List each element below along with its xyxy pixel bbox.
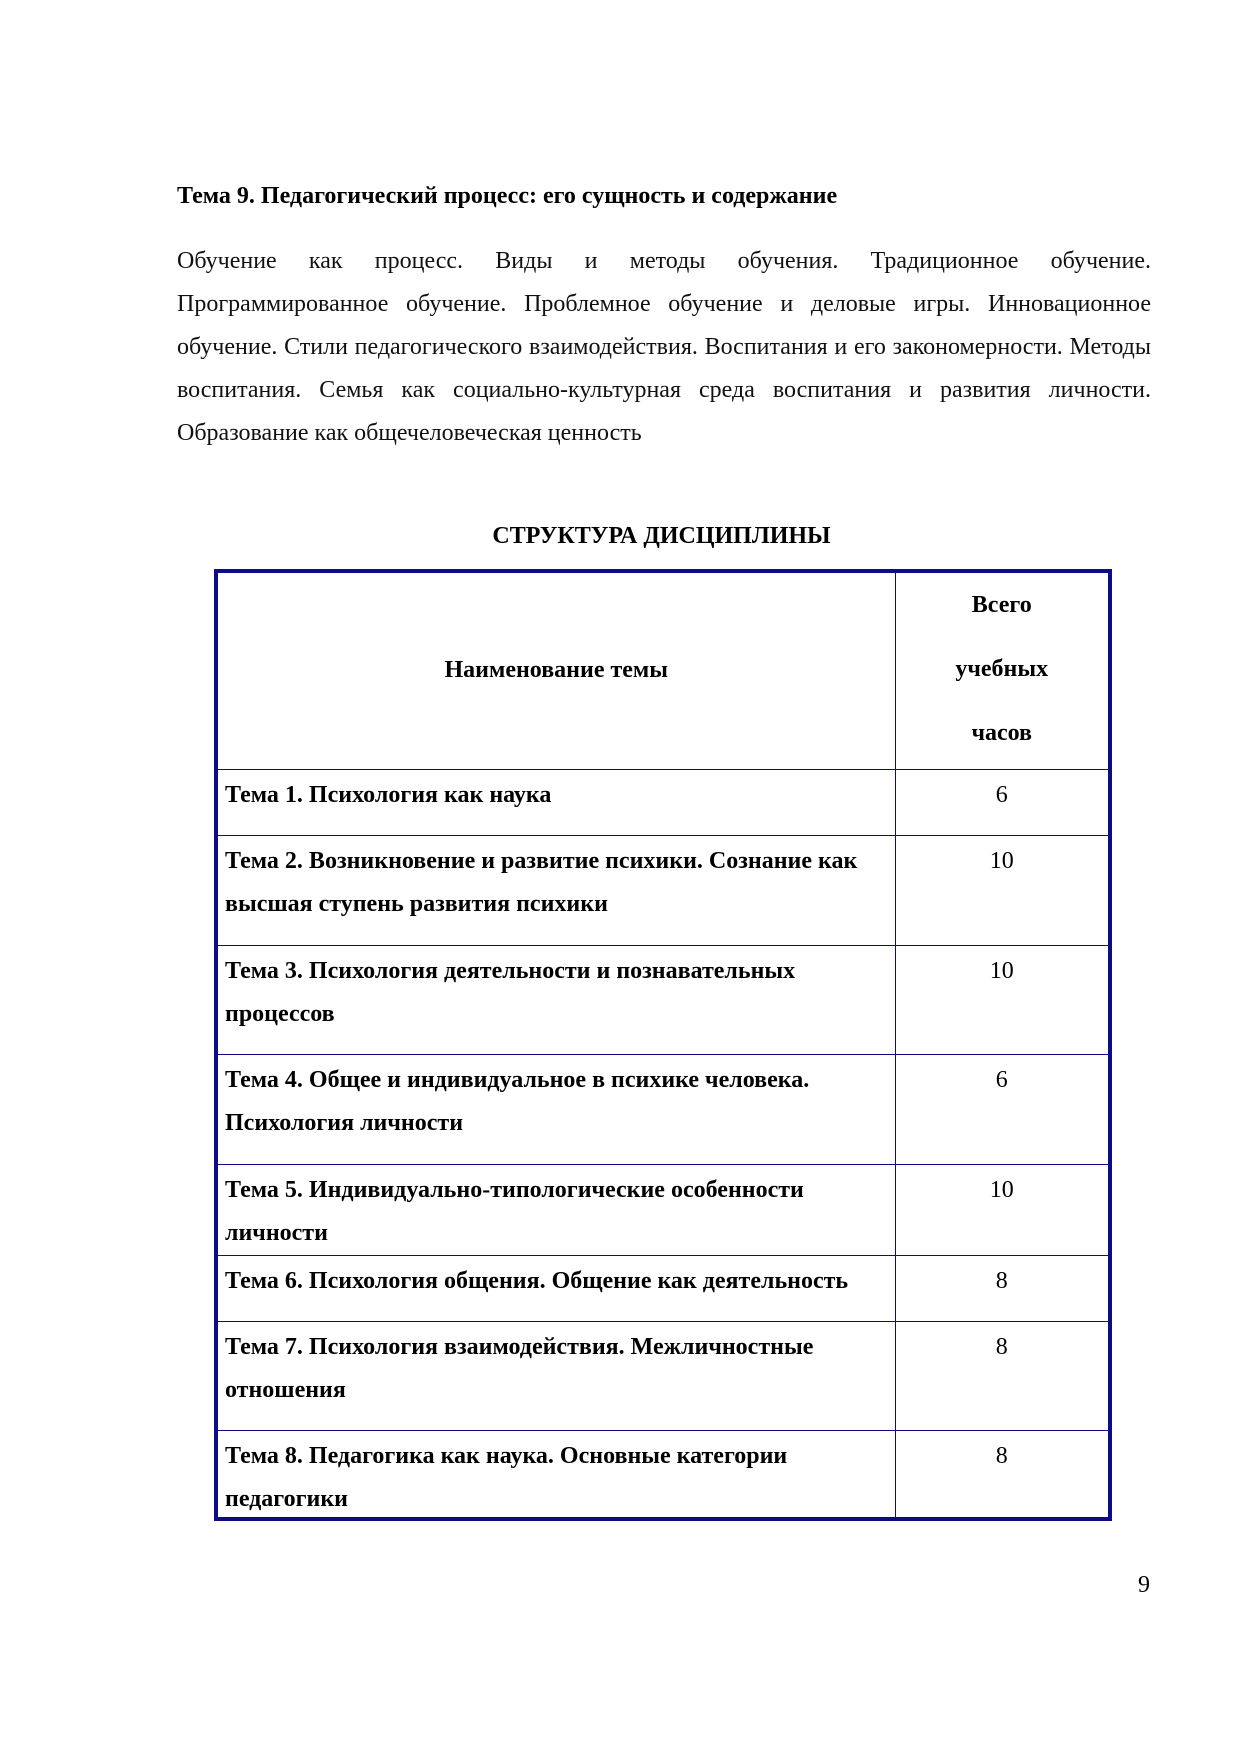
row-topic: Тема 7. Психология взаимодействия. Межличностные отношения [218,1321,895,1430]
structure-table-frame [214,569,1112,1521]
row-hours: 10 [895,945,1108,1054]
header-topic: Наименование темы [218,573,895,769]
row-hours: 8 [895,1430,1108,1521]
table-title: СТРУКТУРА ДИСЦИПЛИНЫ [492,523,831,549]
row-hours: 10 [895,835,1108,945]
header-hours-line1: Всего [971,592,1032,618]
table-row [218,1430,1108,1521]
row-topic: Тема 8. Педагогика как наука. Основные категории педагогики [218,1430,895,1521]
row-topic: Тема 6. Психология общения. Общение как деятельность [218,1255,895,1321]
table-row [218,1054,1108,1164]
row-topic: Тема 5. Индивидуально-типологические особенности личности [218,1164,895,1255]
body-paragraph: Обучение как процесс. Виды и методы обучения. Традиционное обучение. Программированное обучение. Проблемное обучение и деловые игры. Инновационное обучение. Стили педагогического взаимодействия. Воспитания и его закономерности. Методы воспитания. Семья как социально-культурная среда воспитания и развития личности. Образование как общечеловеческая ценность [177,248,1151,446]
row-topic: Тема 4. Общее и индивидуальное в психике человека. Психология личности [218,1054,895,1164]
row-topic: Тема 3. Психология деятельности и познавательных процессов [218,945,895,1054]
row-hours: 8 [895,1321,1108,1430]
structure-table [218,573,1108,1521]
table-header-row [218,573,1108,769]
header-hours-line2: учебных [955,656,1049,682]
row-hours: 6 [895,1054,1108,1164]
table-row [218,835,1108,945]
row-hours: 10 [895,1164,1108,1255]
table-row [218,1255,1108,1321]
table-row [218,945,1108,1054]
header-hours-line3: часов [971,720,1033,746]
row-hours: 8 [895,1255,1108,1321]
table-row [218,1321,1108,1430]
table-row [218,769,1108,835]
row-hours: 6 [895,769,1108,835]
row-topic: Тема 2. Возникновение и развитие психики. Сознание как высшая ступень развития психики [218,835,895,945]
table-row [218,1164,1108,1255]
page-number: 9 [1138,1572,1150,1598]
section-heading: Тема 9. Педагогический процесс: его сущность и содержание [177,183,838,209]
header-hours [895,573,1108,769]
row-topic: Тема 1. Психология как наука [218,769,895,835]
